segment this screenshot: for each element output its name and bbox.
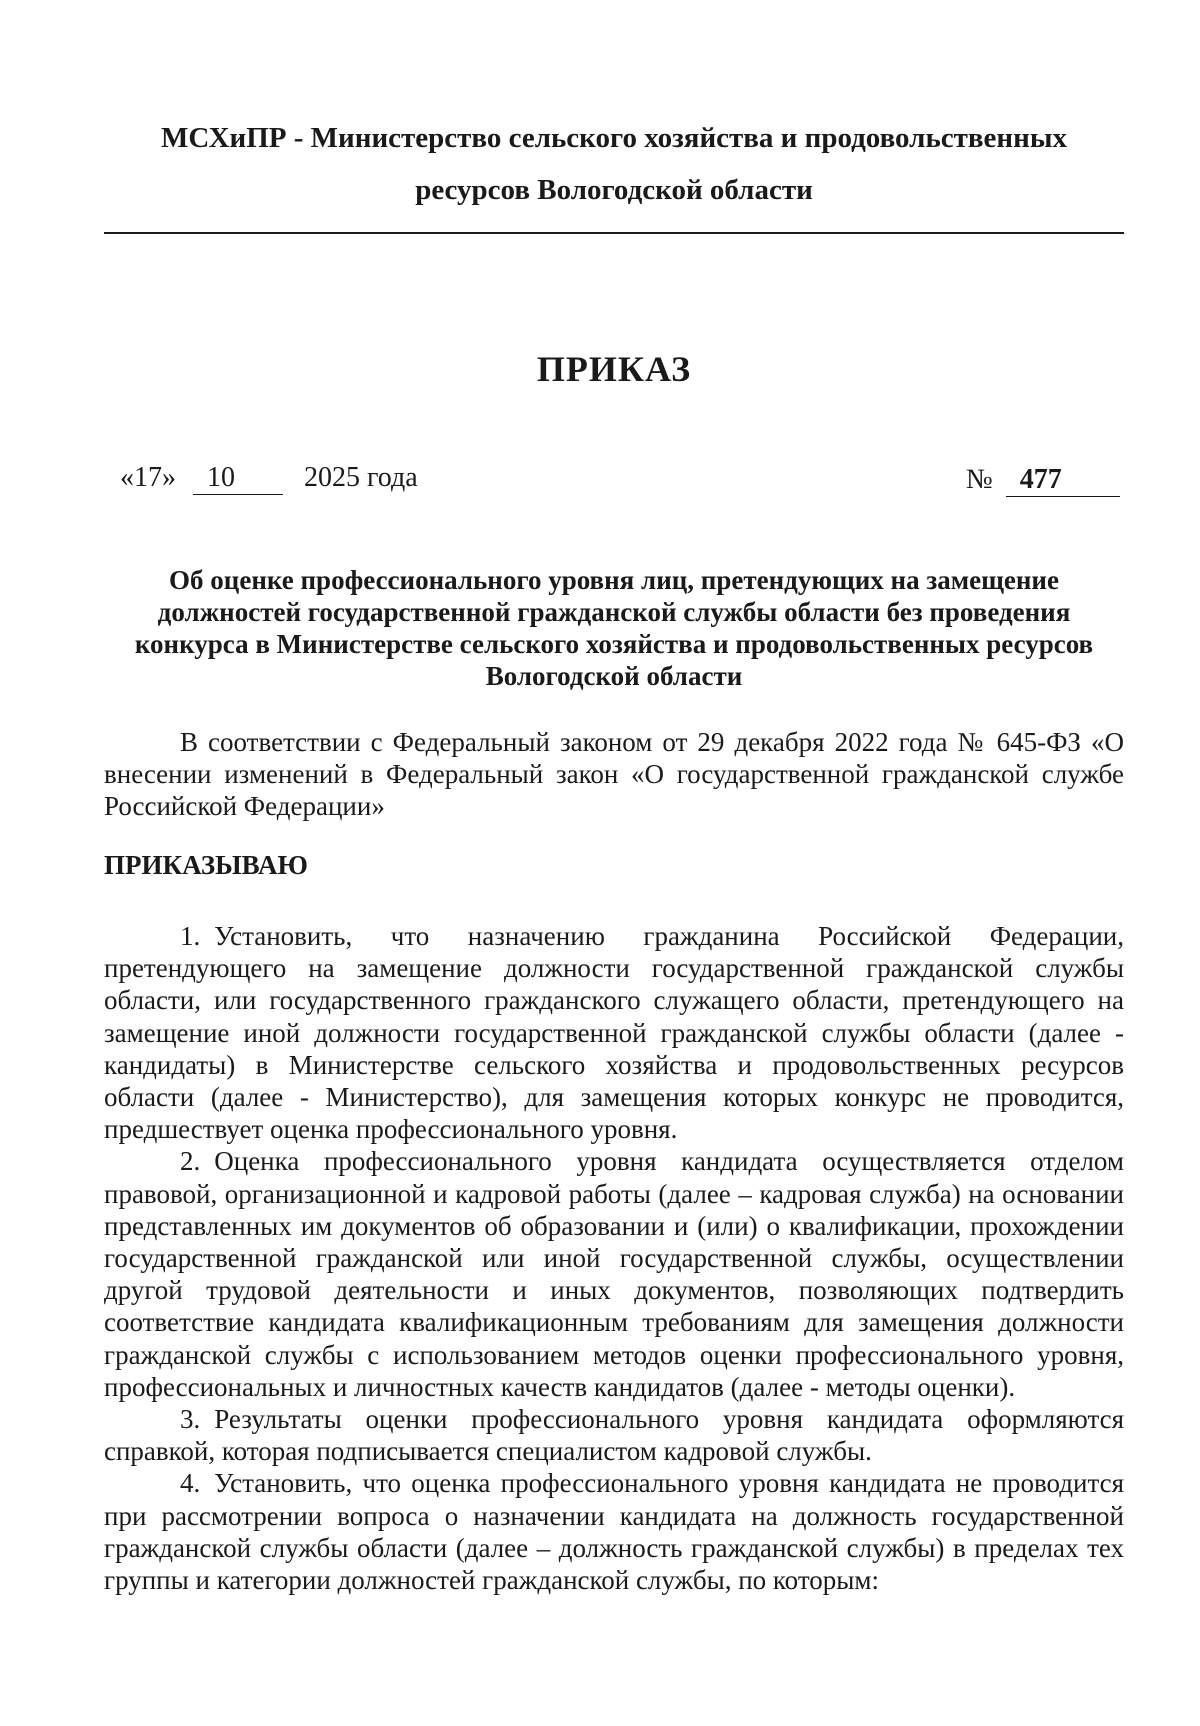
clause-text: Оценка профессионального уровня кандидата осуществляется отделом правовой, организационной и кадровой работы (далее – кадровая служба) на основании представленных им документов об образовании и (или) о квалификации, прохождении государственной гражданской или иной государственной службы, осуществлении другой трудовой деятельности и иных документов, позволяющих подтвердить соответствие кандидата квалификационным требованиям для замещения должности гражданской службы с использованием методов оценки профессионального уровня, профессиональных и личностных качеств кандидатов (далее - методы оценки). <box>104 1146 1124 1402</box>
order-number <box>966 464 1120 497</box>
order-directive: ПРИКАЗЫВАЮ <box>104 850 308 880</box>
order-clauses <box>104 920 1124 1596</box>
clause-2 <box>104 1145 1124 1403</box>
clause-3 <box>104 1403 1124 1467</box>
order-subject: Об оценке профессионального уровня лиц, претендующих на замещение должностей государственной гражданской службы области без проведения конкурса в Министерстве сельского хозяйства и продовольственных ресурсов Вологодской области <box>134 565 1094 691</box>
organization-name-line-2: ресурсов Вологодской области <box>415 174 813 206</box>
clause-number: 1. <box>180 921 201 951</box>
clause-number: 3. <box>180 1404 201 1435</box>
clause-text: Результаты оценки профессионального уровня кандидата оформляются справкой, которая подписывается специалистом кадровой службы. <box>104 1404 1124 1467</box>
header-divider <box>104 232 1124 234</box>
order-date <box>120 462 418 495</box>
organization-header <box>104 112 1124 216</box>
organization-name-line-1: МСХиПР - Министерство сельского хозяйства и продовольственных <box>161 122 1067 154</box>
preamble-paragraph: В соответствии с Федеральный законом от 29 декабря 2022 года № 645-ФЗ «О внесении изменений в Федеральный закон «О государственной гражданской службе Российской Федерации» <box>104 727 1124 821</box>
date-day: «17» <box>120 462 176 493</box>
clause-number: 4. <box>180 1468 201 1499</box>
number-value: 477 <box>1006 464 1120 497</box>
date-year: 2025 года <box>304 462 418 493</box>
clause-number: 2. <box>180 1146 201 1177</box>
clause-text: Установить, что оценка профессионального уровня кандидата не проводится при рассмотрении вопроса о назначении кандидата на должность государственной гражданской службы области (далее – должность гражданской службы) в пределах тех группы и категории должностей гражданской службы, по которым: <box>104 1468 1124 1596</box>
clause-4 <box>104 1467 1124 1596</box>
date-month: 10 <box>193 462 283 495</box>
number-sign: № <box>966 464 993 495</box>
document-title: ПРИКАЗ <box>536 349 692 389</box>
clause-text: Установить, что назначению гражданина Российской Федерации, претендующего на замещение должности государственной гражданской службы области, или государственного гражданского служащего области, претендующего на замещение иной должности государственной гражданской службы области (далее - кандидаты) в Министерстве сельского хозяйства и продовольственных ресурсов области (далее - Министерство), для замещения которых конкурс не проводится, предшествует оценка профессионального уровня. <box>104 921 1124 1145</box>
clause-1 <box>104 920 1124 1145</box>
